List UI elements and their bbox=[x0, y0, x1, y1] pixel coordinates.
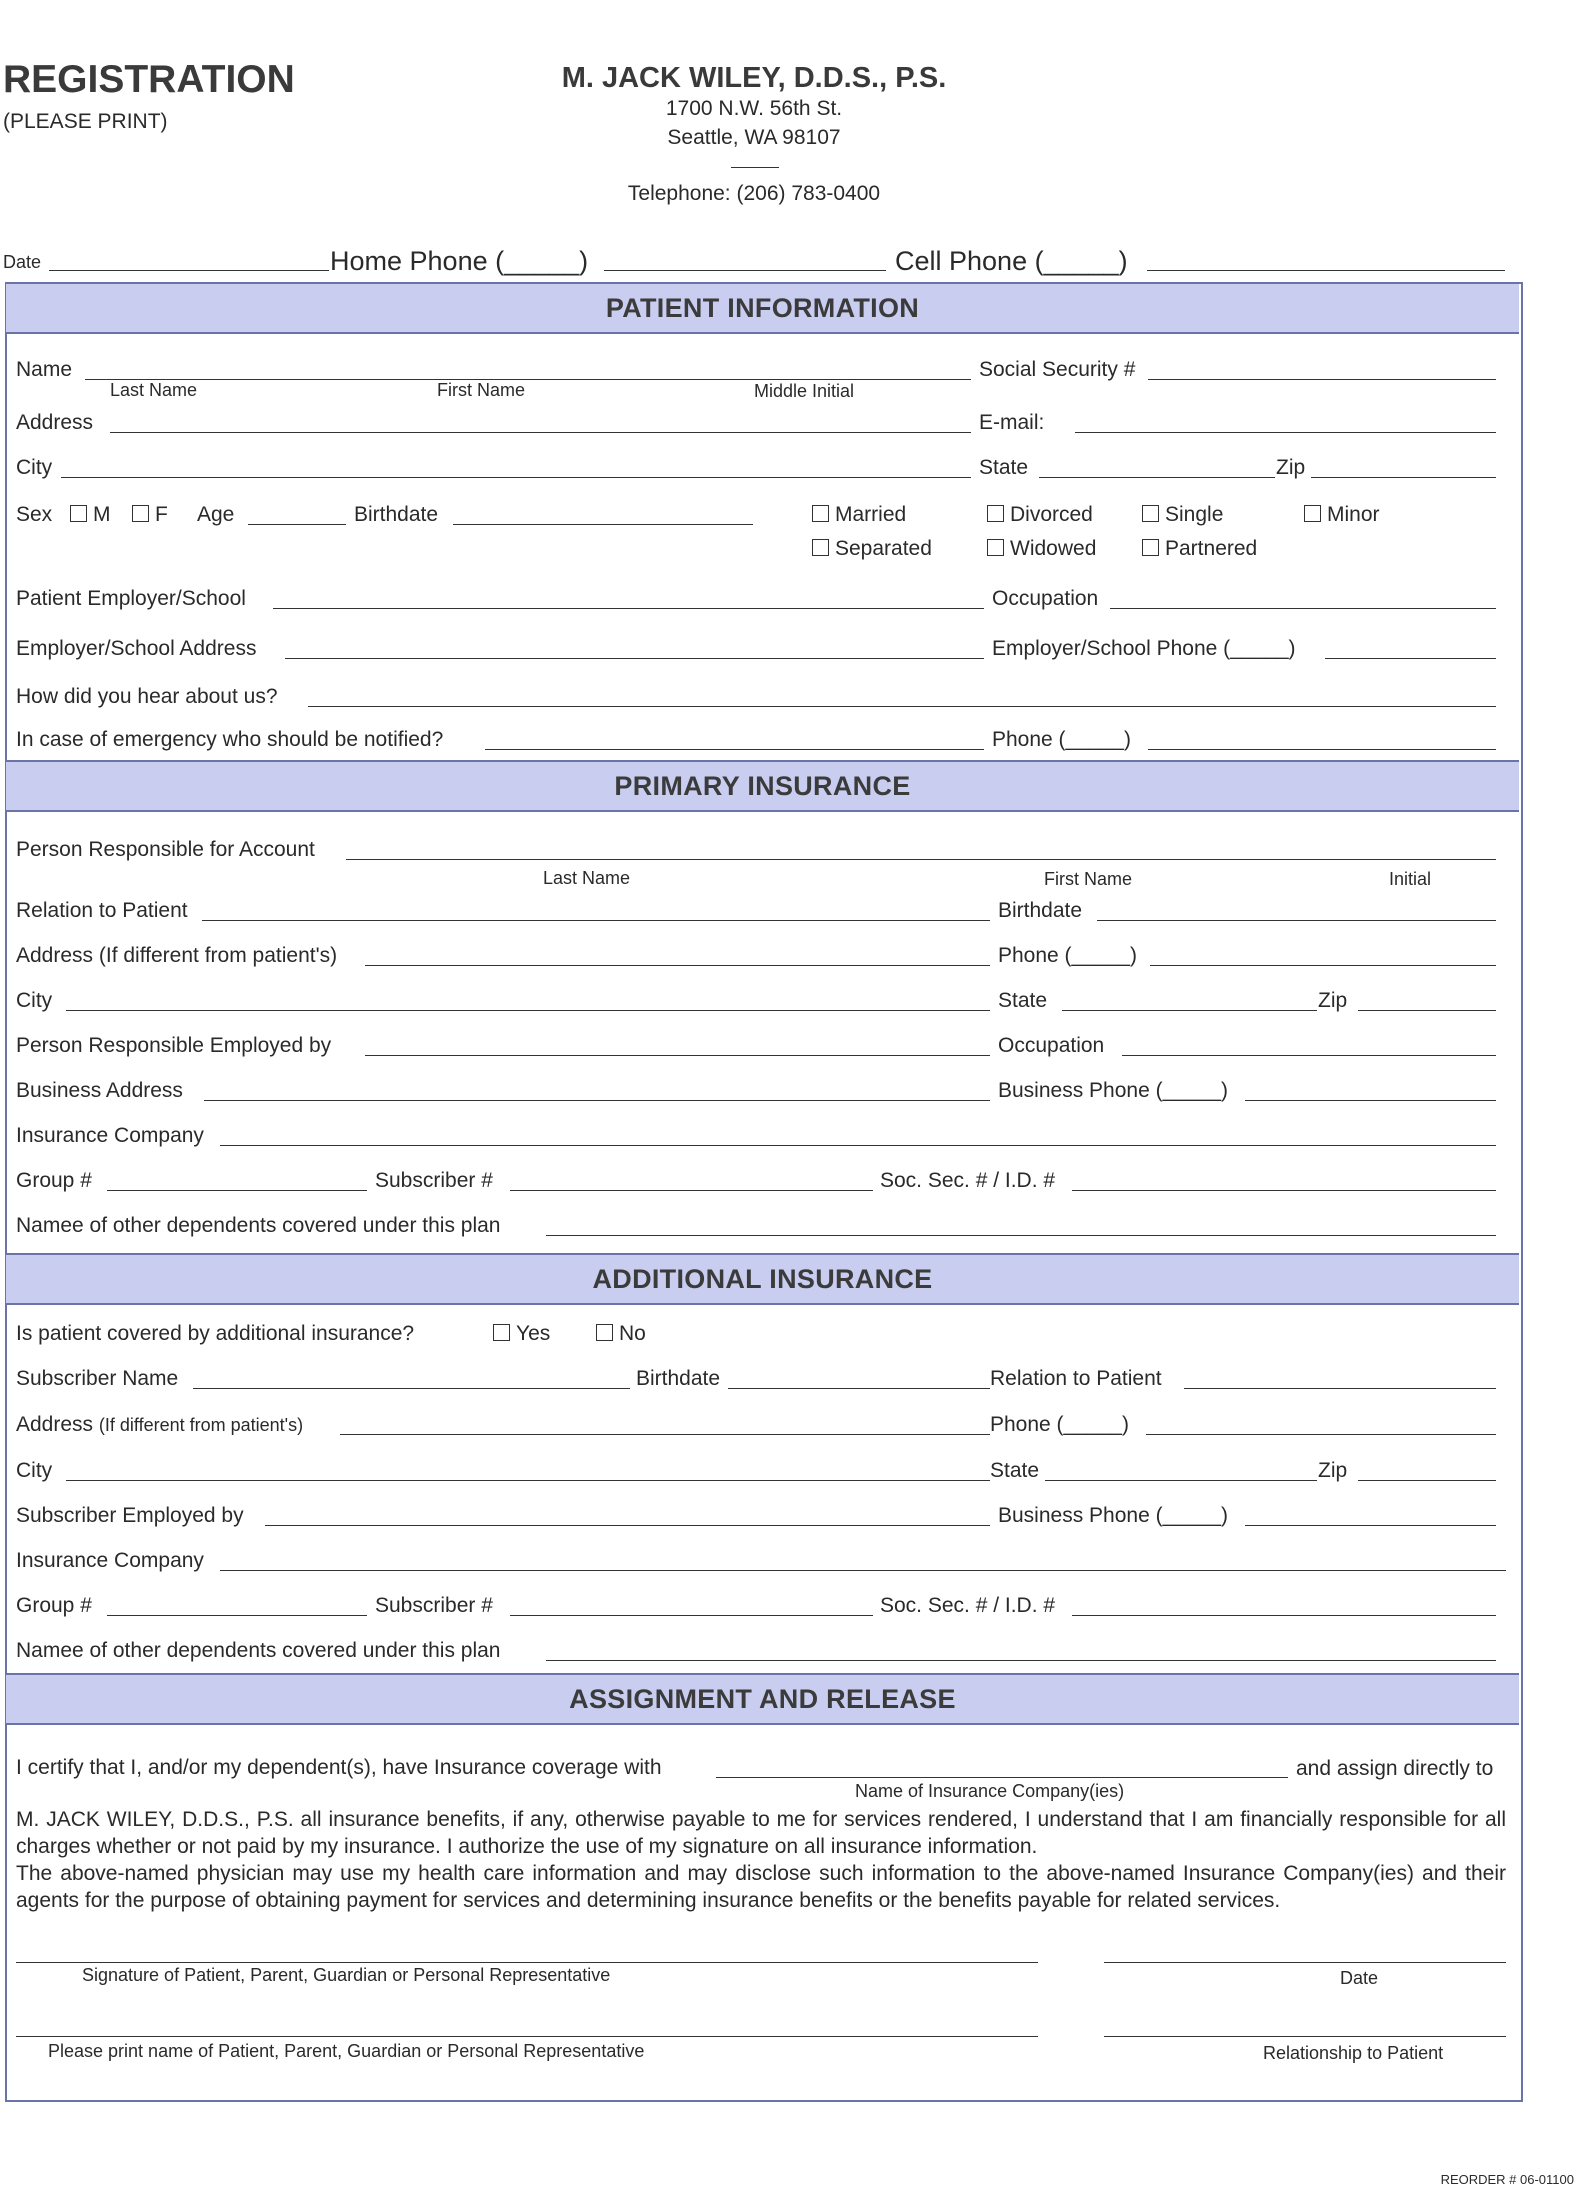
home-phone-label: Home Phone (_____) bbox=[330, 246, 589, 276]
state-label: State bbox=[990, 1459, 1040, 1482]
group-label: Group # bbox=[16, 1594, 92, 1617]
zip-field[interactable] bbox=[1311, 477, 1496, 478]
socsec-label: Soc. Sec. # / I.D. # bbox=[880, 1594, 1056, 1617]
sex-female-checkbox[interactable] bbox=[132, 503, 168, 527]
state-field[interactable] bbox=[1045, 1480, 1317, 1481]
relation-field[interactable] bbox=[202, 920, 990, 921]
covered-no-checkbox[interactable] bbox=[596, 1322, 646, 1346]
emergency-label: In case of emergency who should be notified? bbox=[16, 728, 444, 751]
employed-by-label: Person Responsible Employed by bbox=[16, 1034, 332, 1057]
date-label: Date bbox=[3, 252, 42, 272]
name-label: Name bbox=[16, 358, 73, 381]
dependents-label: Namee of other dependents covered under this plan bbox=[16, 1214, 501, 1237]
divorced-checkbox[interactable] bbox=[987, 503, 1093, 527]
date-caption: Date bbox=[1340, 1968, 1379, 1988]
occupation-field[interactable] bbox=[1122, 1055, 1496, 1056]
address-field[interactable] bbox=[365, 965, 990, 966]
zip-field[interactable] bbox=[1358, 1480, 1496, 1481]
relationship-field[interactable] bbox=[1104, 2036, 1506, 2037]
assignment-paragraph: M. JACK WILEY, D.D.S., P.S. all insurance benefits, if any, otherwise payable to me for services rendered, I understand that I am financially responsible for all charges whether or not paid by my insurance. I authorize the use of my signature on all insurance information. bbox=[16, 1808, 1506, 1858]
widowed-checkbox[interactable] bbox=[987, 537, 1096, 561]
checkbox-label: No bbox=[619, 1322, 646, 1345]
group-label: Group # bbox=[16, 1169, 92, 1192]
checkbox-label: M bbox=[93, 503, 111, 526]
relation-field[interactable] bbox=[1184, 1388, 1496, 1389]
responsible-label: Person Responsible for Account bbox=[16, 838, 315, 861]
checkbox[interactable] bbox=[812, 505, 829, 522]
section-title: PATIENT INFORMATION bbox=[605, 292, 920, 323]
insurance-company-name-field[interactable] bbox=[716, 1777, 1288, 1778]
address-field[interactable] bbox=[340, 1434, 990, 1435]
subscriber-label: Subscriber # bbox=[375, 1594, 493, 1617]
first-name-caption: First Name bbox=[437, 380, 526, 400]
employer-address-field[interactable] bbox=[285, 658, 984, 659]
business-address-label: Business Address bbox=[16, 1079, 183, 1102]
birthdate-field[interactable] bbox=[453, 524, 753, 525]
relation-label: Relation to Patient bbox=[990, 1367, 1162, 1390]
zip-field[interactable] bbox=[1358, 1010, 1496, 1011]
city-label: City bbox=[16, 989, 53, 1012]
relation-label: Relation to Patient bbox=[16, 899, 188, 922]
section-title: ASSIGNMENT AND RELEASE bbox=[569, 1683, 956, 1714]
address-field[interactable] bbox=[110, 432, 971, 433]
employed-by-field[interactable] bbox=[365, 1055, 990, 1056]
birthdate-label: Birthdate bbox=[354, 503, 439, 526]
state-field[interactable] bbox=[1062, 1010, 1317, 1011]
practice-street: 1700 N.W. 56th St. bbox=[665, 97, 843, 120]
state-label: State bbox=[998, 989, 1048, 1012]
single-checkbox[interactable] bbox=[1142, 503, 1223, 527]
checkbox-label: Widowed bbox=[1010, 537, 1097, 560]
last-name-caption: Last Name bbox=[110, 380, 198, 400]
city-label: City bbox=[16, 1459, 53, 1482]
practice-name: M. JACK WILEY, D.D.S., P.S. bbox=[561, 62, 947, 94]
employer-phone-field[interactable] bbox=[1325, 658, 1496, 659]
business-phone-label: Business Phone (_____) bbox=[998, 1079, 1228, 1102]
age-field[interactable] bbox=[248, 524, 346, 525]
age-label: Age bbox=[197, 503, 235, 526]
covered-yes-checkbox[interactable] bbox=[493, 1322, 550, 1346]
emergency-field[interactable] bbox=[485, 749, 984, 750]
email-field[interactable] bbox=[1075, 432, 1496, 433]
assign-text: and assign directly to bbox=[1296, 1757, 1494, 1780]
address-label: Address bbox=[16, 411, 94, 434]
home-phone-field[interactable] bbox=[604, 270, 886, 271]
city-field[interactable] bbox=[66, 1480, 990, 1481]
checkbox-label: Married bbox=[835, 503, 907, 526]
employed-by-field[interactable] bbox=[265, 1525, 990, 1526]
insurance-company-field[interactable] bbox=[220, 1570, 1506, 1571]
ssn-field[interactable] bbox=[1148, 379, 1496, 380]
subscriber-name-label: Subscriber Name bbox=[16, 1367, 179, 1390]
subscriber-name-field[interactable] bbox=[193, 1388, 630, 1389]
city-label: City bbox=[16, 456, 53, 479]
checkbox[interactable] bbox=[493, 1324, 510, 1341]
employer-phone-label: Employer/School Phone (_____) bbox=[992, 637, 1296, 660]
city-field[interactable] bbox=[66, 1010, 990, 1011]
section-title: ADDITIONAL INSURANCE bbox=[592, 1263, 933, 1294]
socsec-field[interactable] bbox=[1072, 1615, 1496, 1616]
emergency-phone-label: Phone (_____) bbox=[992, 728, 1131, 751]
responsible-field[interactable] bbox=[346, 859, 1496, 860]
print-name-caption: Please print name of Patient, Parent, Guardian or Personal Representative bbox=[48, 2041, 645, 2061]
checkbox-label: Separated bbox=[835, 537, 932, 560]
business-phone-field[interactable] bbox=[1245, 1525, 1496, 1526]
signature-date-field[interactable] bbox=[1104, 1962, 1506, 1963]
emergency-phone-field[interactable] bbox=[1148, 749, 1496, 750]
address-text: Address bbox=[16, 1413, 94, 1436]
cell-phone-field[interactable] bbox=[1147, 270, 1505, 271]
checkbox[interactable] bbox=[987, 539, 1004, 556]
phone-label: Phone (_____) bbox=[990, 1413, 1129, 1436]
checkbox[interactable] bbox=[1142, 539, 1159, 556]
dependents-label: Namee of other dependents covered under this plan bbox=[16, 1639, 501, 1662]
relationship-caption: Relationship to Patient bbox=[1263, 2043, 1444, 2063]
separated-checkbox[interactable] bbox=[812, 537, 932, 561]
sex-label: Sex bbox=[16, 503, 53, 526]
date-field[interactable] bbox=[49, 270, 329, 271]
business-phone-field[interactable] bbox=[1245, 1100, 1496, 1101]
married-checkbox[interactable] bbox=[812, 503, 906, 527]
company-caption: Name of Insurance Company(ies) bbox=[855, 1781, 1125, 1801]
name-field[interactable] bbox=[85, 379, 971, 380]
section-additional-insurance bbox=[6, 1253, 1519, 1305]
socsec-label: Soc. Sec. # / I.D. # bbox=[880, 1169, 1056, 1192]
signature-field[interactable] bbox=[16, 1962, 1038, 1963]
business-address-field[interactable] bbox=[204, 1100, 990, 1101]
state-field[interactable] bbox=[1039, 477, 1275, 478]
address-label bbox=[16, 1413, 303, 1437]
zip-label: Zip bbox=[1276, 456, 1306, 479]
minor-checkbox[interactable] bbox=[1304, 503, 1380, 527]
referral-label: How did you hear about us? bbox=[16, 685, 278, 708]
subscriber-label: Subscriber # bbox=[375, 1169, 493, 1192]
checkbox-label: Partnered bbox=[1165, 537, 1258, 560]
referral-field[interactable] bbox=[308, 706, 1496, 707]
certify-text: I certify that I, and/or my dependent(s), have Insurance coverage with bbox=[16, 1756, 662, 1779]
insurance-company-label: Insurance Company bbox=[16, 1124, 204, 1147]
checkbox-label: F bbox=[155, 503, 168, 526]
ssn-label: Social Security # bbox=[979, 358, 1136, 381]
subscriber-field[interactable] bbox=[510, 1615, 873, 1616]
occupation-label: Occupation bbox=[992, 587, 1099, 610]
partnered-checkbox[interactable] bbox=[1142, 537, 1257, 561]
birthdate-field[interactable] bbox=[728, 1388, 990, 1389]
employer-field[interactable] bbox=[273, 608, 984, 609]
initial-caption: Initial bbox=[1389, 869, 1432, 889]
dependents-field[interactable] bbox=[546, 1660, 1496, 1661]
print-name-field[interactable] bbox=[16, 2036, 1038, 2037]
checkbox[interactable] bbox=[1304, 505, 1321, 522]
subscriber-field[interactable] bbox=[510, 1190, 873, 1191]
city-field[interactable] bbox=[61, 477, 971, 478]
address-note: (If different from patient's) bbox=[98, 1415, 304, 1435]
group-field[interactable] bbox=[107, 1615, 367, 1616]
checkbox-label: Divorced bbox=[1010, 503, 1093, 526]
checkbox[interactable] bbox=[132, 505, 149, 522]
insurance-company-label: Insurance Company bbox=[16, 1549, 204, 1572]
occupation-field[interactable] bbox=[1110, 608, 1496, 609]
phone-label: Phone (_____) bbox=[998, 944, 1137, 967]
checkbox[interactable] bbox=[1142, 505, 1159, 522]
sex-male-checkbox[interactable] bbox=[70, 503, 111, 527]
phone-field[interactable] bbox=[1146, 1434, 1496, 1435]
employed-by-label: Subscriber Employed by bbox=[16, 1504, 244, 1527]
form-subtitle: (PLEASE PRINT) bbox=[3, 110, 168, 133]
birthdate-label: Birthdate bbox=[636, 1367, 721, 1390]
checkbox-label: Minor bbox=[1327, 503, 1380, 526]
group-field[interactable] bbox=[107, 1190, 367, 1191]
disclosure-paragraph: The above-named physician may use my health care information and may disclose such information to the above-named Insurance Company(ies) and their agents for the purpose of obtaining payment for services and determining insurance benefits or the benefits payable for related services. bbox=[16, 1862, 1506, 1912]
signature-caption: Signature of Patient, Parent, Guardian or Personal Representative bbox=[82, 1965, 611, 1985]
employer-address-label: Employer/School Address bbox=[16, 637, 257, 660]
middle-initial-caption: Middle Initial bbox=[754, 381, 855, 401]
dependents-field[interactable] bbox=[546, 1235, 1496, 1236]
covered-label: Is patient covered by additional insurance? bbox=[16, 1322, 415, 1345]
section-assignment-release bbox=[6, 1673, 1519, 1725]
first-name-caption: First Name bbox=[1044, 869, 1133, 889]
birthdate-field[interactable] bbox=[1097, 920, 1496, 921]
phone-field[interactable] bbox=[1150, 965, 1496, 966]
zip-label: Zip bbox=[1318, 989, 1348, 1012]
checkbox[interactable] bbox=[987, 505, 1004, 522]
socsec-field[interactable] bbox=[1072, 1190, 1496, 1191]
zip-label: Zip bbox=[1318, 1459, 1348, 1482]
business-phone-label: Business Phone (_____) bbox=[998, 1504, 1228, 1527]
checkbox-label: Yes bbox=[516, 1322, 551, 1345]
form-title: REGISTRATION bbox=[3, 58, 295, 101]
checkbox[interactable] bbox=[596, 1324, 613, 1341]
checkbox[interactable] bbox=[812, 539, 829, 556]
insurance-company-field[interactable] bbox=[220, 1145, 1496, 1146]
practice-telephone: Telephone: (206) 783-0400 bbox=[627, 182, 881, 205]
header-divider bbox=[731, 167, 779, 168]
checkbox-label: Single bbox=[1165, 503, 1224, 526]
occupation-label: Occupation bbox=[998, 1034, 1105, 1057]
checkbox[interactable] bbox=[70, 505, 87, 522]
reorder-number: REORDER # 06-01100 bbox=[1440, 2172, 1574, 2187]
birthdate-label: Birthdate bbox=[998, 899, 1083, 922]
section-primary-insurance bbox=[6, 760, 1519, 812]
last-name-caption: Last Name bbox=[543, 868, 631, 888]
email-label: E-mail: bbox=[979, 411, 1045, 434]
state-label: State bbox=[979, 456, 1029, 479]
cell-phone-label: Cell Phone (_____) bbox=[895, 246, 1128, 276]
employer-label: Patient Employer/School bbox=[16, 587, 246, 610]
address-label: Address (If different from patient's) bbox=[16, 944, 338, 967]
section-title: PRIMARY INSURANCE bbox=[614, 770, 911, 801]
practice-city: Seattle, WA 98107 bbox=[667, 126, 841, 149]
section-patient-information bbox=[6, 282, 1519, 334]
